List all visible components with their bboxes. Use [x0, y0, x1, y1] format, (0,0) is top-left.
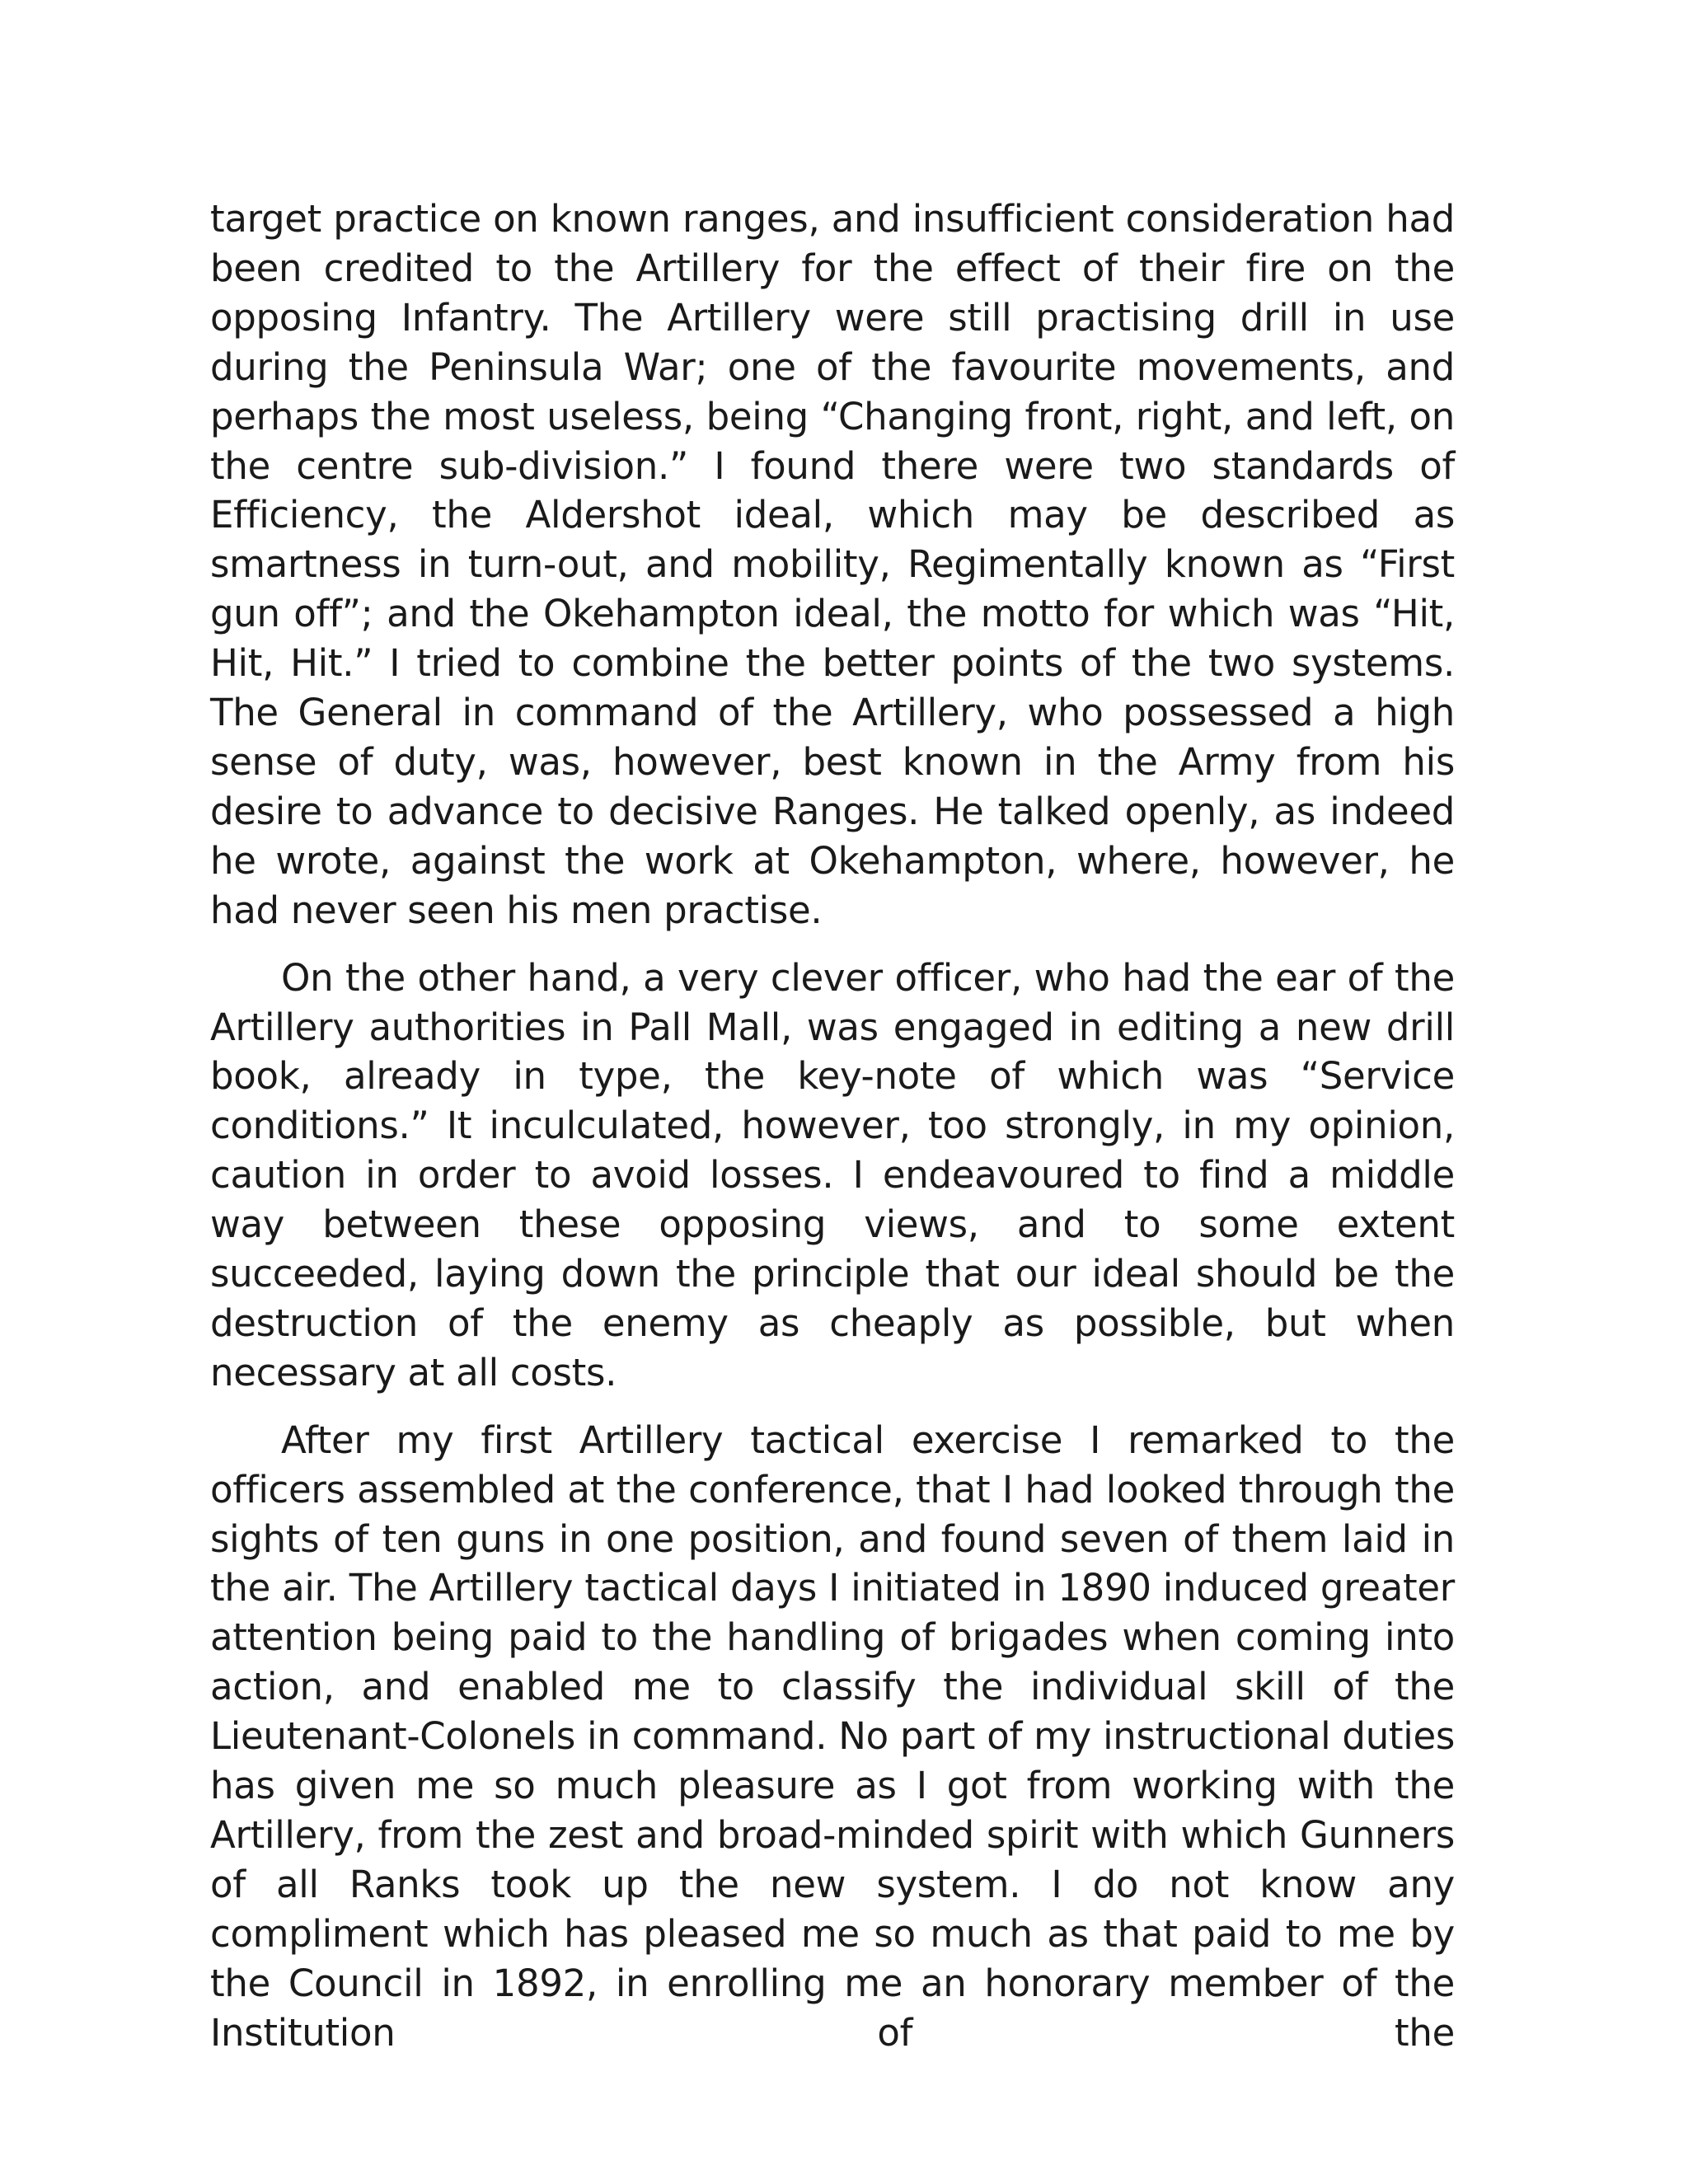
paragraph-3: After my first Artillery tactical exercise I remarked to the officers assembled at the conference, that I had looked through the sights of ten guns in one position, and found seven of them laid in the air. The Artillery tactical days I initiated in 1890 induced greater attention being paid to the handling of brigades when coming into action, and enabled me to classify the individual skill of the Lieutenant-Colonels in command. No part of my instructional duties has given me so much pleasure as I got from working with the Artillery, from the zest and broad-minded spirit with which Gunners of all Ranks took up the new system. I do not know any compliment which has pleased me so much as that paid to me by the Council in 1892, in enrolling me an honorary member of the Institution of the	[210, 1418, 1455, 2055]
paragraph-2: On the other hand, a very clever officer, who had the ear of the Artillery authorities in Pall Mall, was engaged in editing a new drill book, already in type, the key-note of which was “Service conditions.” It inculculated, however, too strongly, in my opinion, caution in order to avoid losses. I endeavoured to find a middle way between these opposing views, and to some extent succeeded, laying down the principle that our ideal should be the destruction of the enemy as cheaply as possible, but when necessary at all costs.	[210, 955, 1455, 1394]
paragraph-1: target practice on known ranges, and insufficient consideration had been credited to the Artillery for the effect of their fire on the opposing Infantry. The Artillery were still practising drill in use during the Peninsula War; one of the favourite movements, and perhaps the most useless, being “Changing front, right, and left, on the centre sub-division.” I found there were two standards of Efficiency, the Aldershot ideal, which may be described as smartness in turn-out, and mobility, Regimentally known as “First gun off”; and the Okehampton ideal, the motto for which was “Hit, Hit, Hit.” I tried to combine the better points of the two systems. The General in command of the Artillery, who possessed a high sense of duty, was, however, best known in the Army from his desire to advance to decisive Ranges. He talked openly, as indeed he wrote, against the work at Okehampton, where, however, he had never seen his men practise.	[210, 197, 1455, 932]
page-text	[210, 194, 1455, 2058]
